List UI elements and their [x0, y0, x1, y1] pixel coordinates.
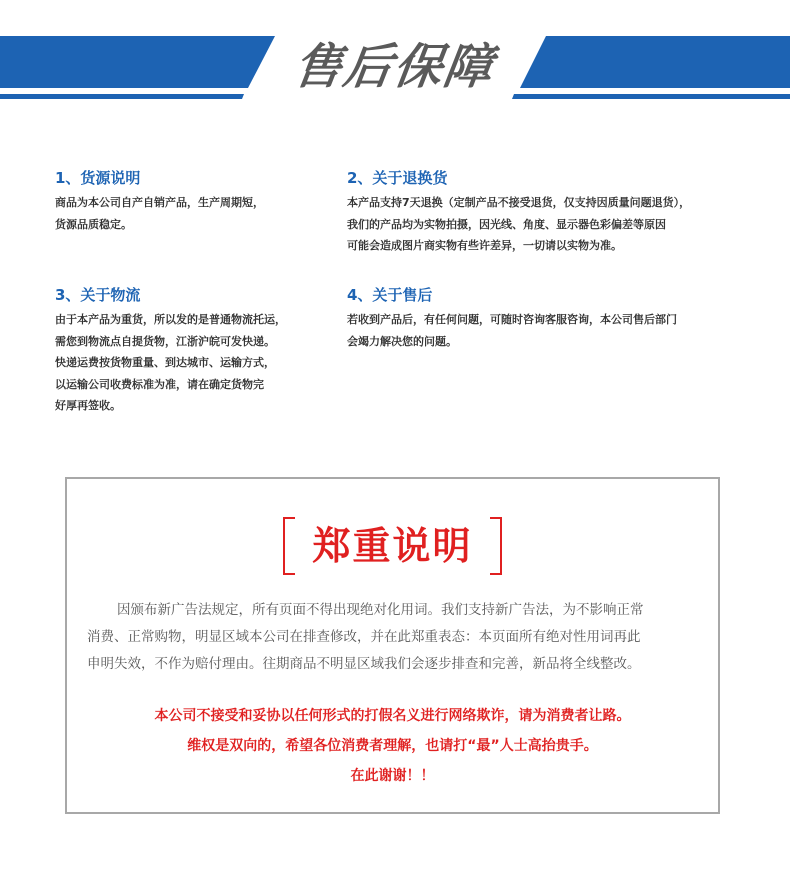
- section-title: 3、关于物流: [55, 286, 141, 304]
- section-supply: [55, 168, 264, 235]
- notice-warning: [67, 701, 718, 791]
- banner-left-line: [0, 94, 244, 99]
- after-sales-banner: [0, 30, 790, 105]
- warning-line: 本公司不接受和妥协以任何形式的打假名义进行网络欺诈，请为消费者让路。: [154, 708, 631, 724]
- section-returns: [347, 168, 690, 257]
- warning-line: 在此谢谢！！: [350, 768, 435, 784]
- banner-title: 售后保障: [290, 39, 498, 95]
- section-after-sales: [347, 285, 677, 352]
- section-title: 2、关于退换货: [347, 169, 448, 187]
- warning-line: 维权是双向的，希望各位消费者理解，也请打“最”人士高抬贵手。: [187, 738, 598, 754]
- section-title: 4、关于售后: [347, 286, 433, 304]
- banner-right-line: [512, 94, 790, 99]
- banner-right-stripe: [520, 36, 790, 88]
- section-logistics: [55, 285, 286, 417]
- section-title: 1、货源说明: [55, 169, 141, 187]
- section-line: 若收到产品后，有任何问题，可随时咨询客服咨询，本公司售后部门: [347, 313, 677, 326]
- notice-body-line: 消费、正常购物，明显区域本公司在排查修改，并在此郑重表态：本页面所有绝对性用词再此: [87, 629, 641, 645]
- section-line: 本产品支持7天退换（定制产品不接受退货，仅支持因质量问题退货），: [347, 196, 691, 209]
- section-body: [347, 309, 677, 352]
- notice-body-line: 因颁布新广告法规定，所有页面不得出现绝对化用词。我们支持新广告法，为不影响正常: [117, 602, 644, 618]
- section-line: 快递运费按货物重量、到达城市、运输方式，: [55, 356, 275, 369]
- banner-left-stripe: [0, 36, 275, 88]
- section-line: 商品为本公司自产自销产品，生产周期短，: [55, 196, 264, 209]
- section-line: 我们的产品均为实物拍摄，因光线、角度、显示器色彩偏差等原因: [347, 217, 666, 231]
- section-line: 由于本产品为重货，所以发的是普通物流托运，: [55, 313, 286, 326]
- section-line: 可能会造成图片商实物有些许差异，一切请以实物为准。: [347, 239, 622, 252]
- section-line: 好厚再签收。: [55, 399, 121, 412]
- notice-body: [87, 597, 702, 678]
- notice-heading: 郑重说明: [312, 524, 473, 568]
- solemn-statement-box: [65, 477, 720, 814]
- section-line: 需您到物流点自提货物，江浙沪皖可发快递。: [55, 334, 275, 348]
- section-body: [55, 192, 264, 235]
- section-line: 会竭力解决您的问题。: [347, 334, 457, 348]
- section-line: 以运输公司收费标准为准，请在确定货物完: [55, 377, 264, 391]
- section-line: 货源品质稳定。: [55, 217, 132, 231]
- section-body: [347, 192, 690, 257]
- notice-body-line: 申明失效，不作为赔付理由。往期商品不明显区域我们会逐步排查和完善，新品将全线整改。: [87, 656, 641, 672]
- section-body: [55, 309, 286, 417]
